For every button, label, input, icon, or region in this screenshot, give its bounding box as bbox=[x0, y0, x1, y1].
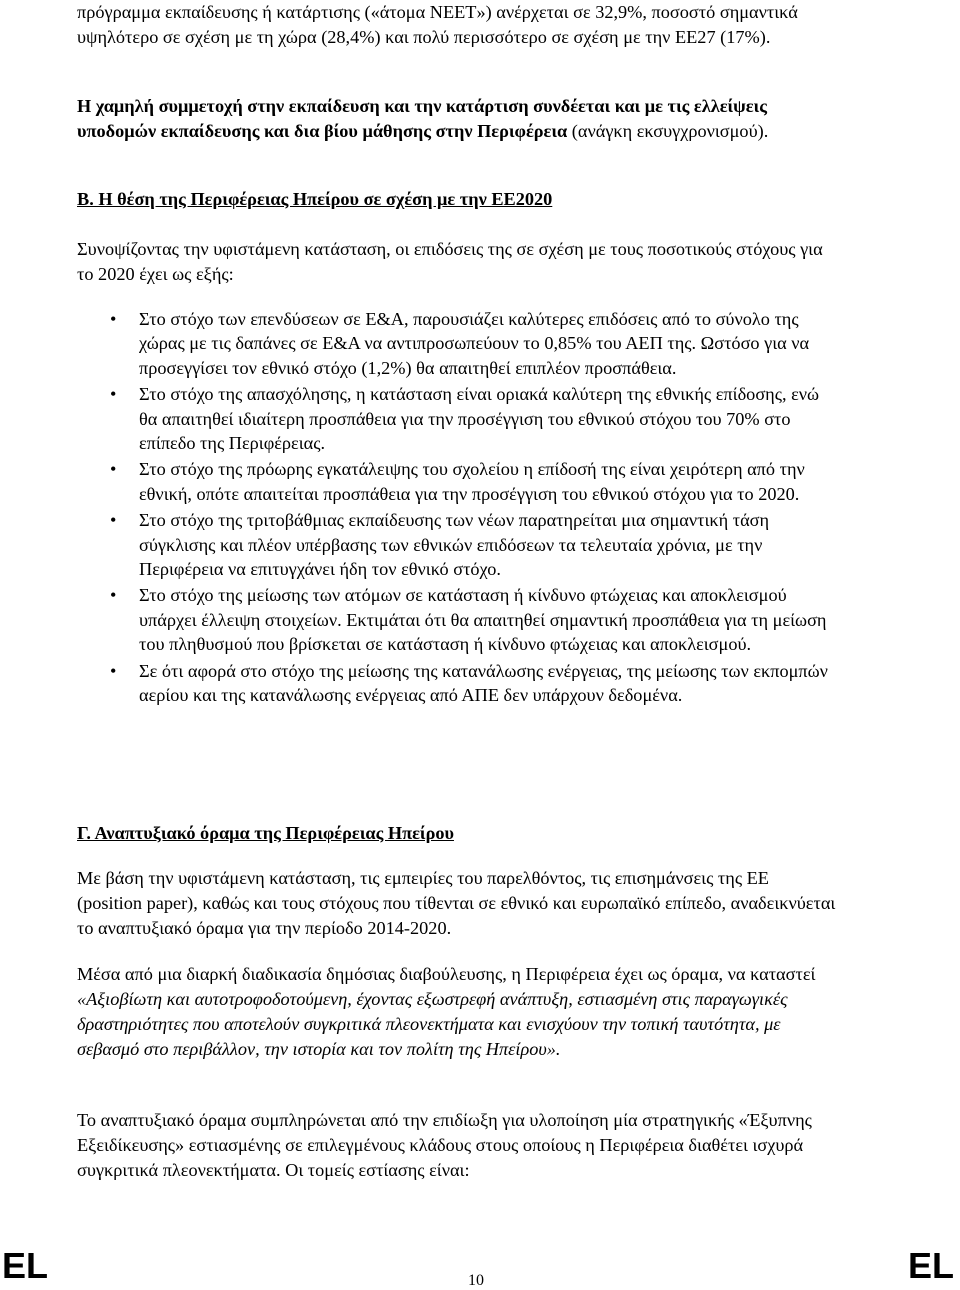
bullet-icon: • bbox=[110, 585, 117, 606]
section-b-heading: Β. Η θέση της Περιφέρειας Ηπείρου σε σχέση με την ΕΕ2020 bbox=[77, 189, 553, 209]
page-number: 10 bbox=[468, 1272, 484, 1289]
list-item bbox=[77, 583, 837, 656]
language-code-right: EL bbox=[907, 1245, 954, 1286]
low-participation-bold: Η χαμηλή συμμετοχή στην εκπαίδευση και την κατάρτιση συνδέεται και με τις ελλείψεις υποδομών εκπαίδευσης και δια βίου μάθησης στην Περιφέρεια bbox=[77, 96, 767, 141]
bullet-text: Στο στόχο της απασχόλησης, η κατάσταση είναι οριακά καλύτερη της εθνικής επίδοσης, ενώ θα απαιτηθεί ιδιαίτερη προσπάθεια για την προσέγγιση του εθνικού στόχου του 70% στο επίπεδο της Περιφέρειας. bbox=[139, 384, 820, 454]
intro-continuation: πρόγραμμα εκπαίδευσης ή κατάρτισης («άτομα NEET») ανέρχεται σε 32,9%, ποσοστό σημαντικά υψηλότερο σε σχέση με τη χώρα (28,4%) και πολύ περισσότερο σε σχέση με την ΕΕ27 (17%). bbox=[77, 2, 798, 47]
section-c-paragraph-1: Με βάση την υφιστάμενη κατάσταση, τις εμπειρίες του παρελθόντος, τις επισημάνσεις της ΕΕ (position paper), καθώς και τους στόχους που τίθενται σε εθνικό και ευρωπαϊκό επίπεδο, αναδεικνύεται το αναπτυξιακό όραμα για την περίοδο 2014-2020. bbox=[77, 868, 836, 938]
bullet-text: Σε ότι αφορά στο στόχο της μείωσης της κατανάλωσης ενέργειας, της μείωσης των εκπομπών αερίου και της κατανάλωσης ενέργειας από ΑΠΕ δεν υπάρχουν δεδομένα. bbox=[139, 660, 828, 706]
bullet-icon: • bbox=[110, 459, 117, 480]
bullet-icon: • bbox=[110, 510, 117, 531]
section-c-paragraph-3: Το αναπτυξιακό όραμα συμπληρώνεται από την επιδίωξη για υλοποίηση μία στρατηγικής «Έξυπνης Εξειδίκευσης» εστιασμένης σε επιλεγμένους κλάδους στους οποίους η Περιφέρεια διαθέτει ισχυρά συγκριτικά πλεονεκτήματα. Οι τομείς εστίασης είναι: bbox=[77, 1110, 812, 1180]
bullet-icon: • bbox=[110, 660, 117, 681]
list-item bbox=[77, 382, 837, 455]
section-c-paragraph-2 bbox=[77, 962, 837, 1062]
bullet-text: Στο στόχο των επενδύσεων σε Ε&Α, παρουσιάζει καλύτερες επιδόσεις από το σύνολο της χώρας με τις δαπάνες σε Ε&Α να αντιπροσωπεύουν το 0,85% του ΑΕΠ της. Ωστόσο για να προσεγγίσει τον εθνικό στόχο (1,2%) θα απαιτηθεί επιπλέον προσπάθεια. bbox=[139, 309, 810, 378]
targets-bullet-list bbox=[77, 307, 837, 710]
list-item bbox=[77, 659, 837, 708]
bullet-text: Στο στόχο της πρόωρης εγκατάλειψης του σχολείου η επίδοσή της είναι χειρότερη από την εθνική, οπότε απαιτείται προσπάθεια για την προσέγγιση του εθνικού στόχου για το 2020. bbox=[139, 459, 805, 504]
bullet-text: Στο στόχο της τριτοβάθμιας εκπαίδευσης των νέων παρατηρείται μια σημαντική τάση σύγκλισης και πλέον υπέρβασης των εθνικών επιδόσεων τα τελευταία χρόνια, με την Περιφέρεια να επιτυγχάνει ήδη τον εθνικό στόχο. bbox=[139, 510, 770, 580]
vision-intro-text: Μέσα από μια διαρκή διαδικασία δημόσιας διαβούλευσης, η Περιφέρεια έχει ως όραμα, να καταστεί bbox=[77, 964, 816, 984]
section-c-heading: Γ. Αναπτυξιακό όραμα της Περιφέρειας Ηπείρου bbox=[77, 823, 454, 843]
bullet-icon: • bbox=[110, 309, 117, 329]
vision-statement: «Αξιοβίωτη και αυτοτροφοδοτούμενη, έχοντας εξωστρεφή ανάπτυξη, εστιασμένη στις παραγωγικές δραστηριότητες που αποτελούν συγκριτικά πλεονεκτήματα και ενισχύουν την τοπική ταυτότητα, με σεβασμό στο περιβάλλον, την ιστορία και τον πολίτη της Ηπείρου». bbox=[77, 989, 788, 1059]
list-item bbox=[77, 307, 837, 380]
section-b-summary: Συνοψίζοντας την υφιστάμενη κατάσταση, οι επιδόσεις της σε σχέση με τους ποσοτικούς στόχους για το 2020 έχει ως εξής: bbox=[77, 239, 823, 284]
low-participation-rest: (ανάγκη εκσυγχρονισμού). bbox=[567, 121, 769, 141]
low-participation-paragraph bbox=[77, 94, 837, 144]
language-code-left: EL bbox=[2, 1245, 49, 1286]
bullet-text: Στο στόχο της μείωσης των ατόμων σε κατάσταση ή κίνδυνο φτώχειας και αποκλεισμού υπάρχει έλλειψη στοιχείων. Εκτιμάται ότι θα απαιτηθεί σημαντική προσπάθεια για τη μείωση του πληθυσμού που βρίσκεται σε κατάσταση ή κίνδυνο φτώχειας και αποκλεισμού. bbox=[139, 585, 827, 655]
list-item bbox=[77, 457, 837, 506]
list-item bbox=[77, 508, 837, 581]
bullet-icon: • bbox=[110, 384, 117, 405]
